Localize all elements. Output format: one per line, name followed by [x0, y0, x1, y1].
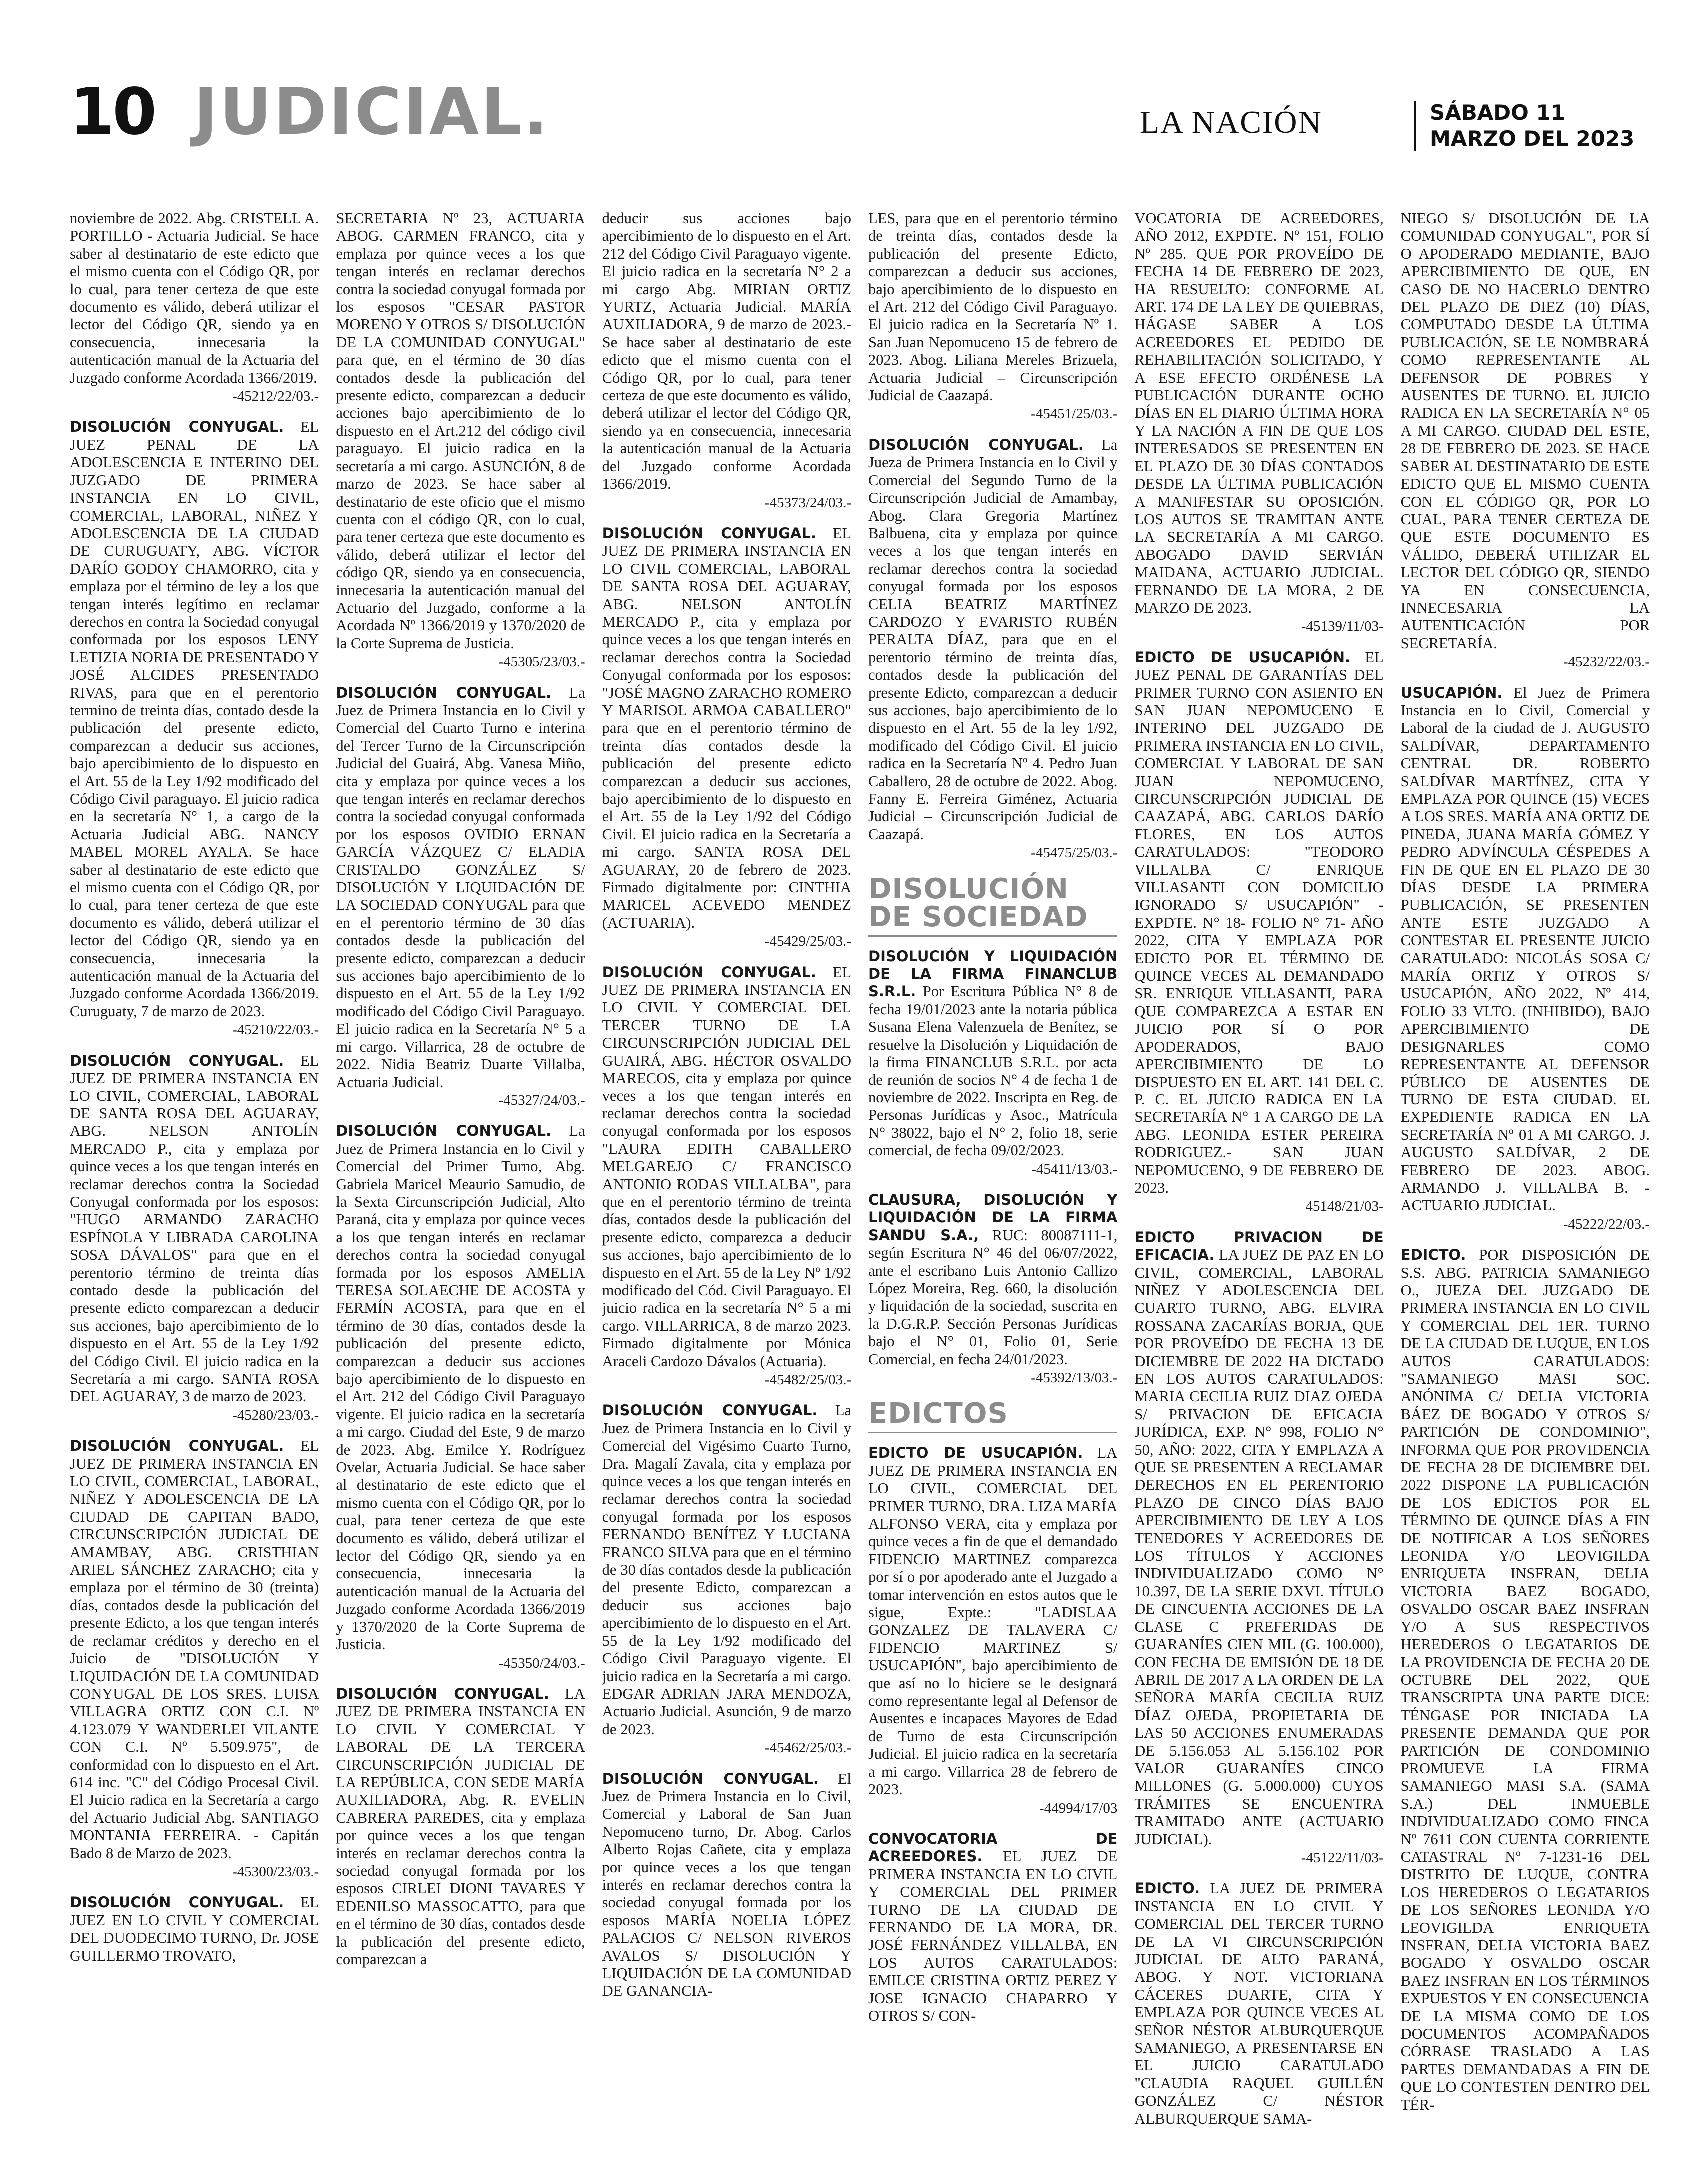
legal-notice [70, 210, 319, 405]
notice-body: LA JUEZ DE PRIMERA INSTANCIA EN LO CIVIL Y COMERCIAL DEL TERCER TURNO DE LA VI CIRCUNSCRIPCIÓN JUDICIAL DE ALTO PARANÁ, ABOG. Y NOT. VICTORIANA CÁCERES DUARTE, CITA Y EMPLAZA POR QUINCE VECES AL SEÑOR NÉSTOR ALBURQUERQUE SAMANIEGO, A PRESENTARSE EN EL JUICIO CARATULADO "CLAUDIA RAQUEL GUILLÉN GONZÁLEZ C/ NÉSTOR ALBURQUERQUE SAMA- [1134, 1880, 1384, 2127]
legal-notice [1134, 1880, 1383, 2128]
notice-body: La Jueza de Primera Instancia en lo Civil y Comercial del Segundo Turno de la Circunscripción Judicial de Amambay, Abog. Clara Gregoria Martínez Balbuena, cita y emplaza por quince veces a los que tengan interés en reclamar derechos contra la sociedad conyugal formada por los esposos CELIA BEATRIZ MARTÍNEZ CARDOZO Y EVARISTO RUBÉN PERALTA DÍAZ, para que en el perentorio término de treinta días, contados desde la publicación del presente Edicto, comparezcan a deducir sus acciones, bajo apercibimiento de lo dispuesto en el Art. 55 de la ley 1/92, modificado del Código Civil. El juicio radica en la Secretaría Nº 4. Pedro Juan Caballero, 28 de octubre de 2022. Abog. Fanny E. Ferreira Giménez, Actuaria Judicial – Circunscripción Judicial de Caazapá. [868, 436, 1118, 843]
notice-body: EL JUEZ DE PRIMERA INSTANCIA EN LO CIVIL Y COMERCIAL DEL PRIMER TURNO DE LA CIUDAD DE FERNANDO DE LA MORA, DR. JOSÉ FERNÁNDEZ VILLALBA, EN LOS AUTOS CARATULADOS: EMILCE CRISTINA ORTIZ PEREZ Y JOSE IGNACIO CHAPARRO Y OTROS S/ CON- [868, 1848, 1118, 2024]
notice-reference: -45451/25/03.- [1031, 406, 1118, 422]
legal-notice [868, 436, 1117, 862]
legal-notice [336, 210, 585, 671]
header-divider [1414, 101, 1416, 151]
notice-heading: EDICTO DE USUCAPIÓN. [1134, 648, 1350, 666]
notice-body: deducir sus acciones bajo apercibimiento de lo dispuesto en el Art. 212 del Código Civil Paraguayo vigente. El juicio radica en la secretaría N° 2 a mi cargo Abg. MIRIAN ORTIZ YURTZ, Actuaria Judicial. MARÍA AUXILIADORA, 9 de marzo de 2023.- Se hace saber al destinatario de este edicto que el mismo cuenta con el Código QR, por lo cual, para tener certeza de que este documento es válido, deberá utilizar el lector del Código QR, siendo ya en consecuencia, innecesaria la autenticación manual de la Actuaria del Juzgado conforme Acordada 1366/2019. [602, 210, 851, 493]
notice-reference: 45148/21/03- [1305, 1198, 1384, 1215]
notice-body: NIEGO S/ DISOLUCIÓN DE LA COMUNIDAD CONYUGAL", POR SÍ O APODERADO MEDIANTE, BAJO APERCIBIMIENTO DE QUE, EN CASO DE NO HACERLO DENTRO DEL PLAZO DE DIEZ (10) DÍAS, COMPUTADO DESDE LA ÚLTIMA PUBLICACIÓN, SE LE NOMBRARÁ COMO REPRESENTANTE AL DEFENSOR DE POBRES Y AUSENTES DE TURNO. EL JUICIO RADICA EN LA SECRETARÍA N° 05 A MI CARGO. CIUDAD DEL ESTE, 28 DE FEBRERO DE 2023. SE HACE SABER AL DESTINATARIO DE ESTE EDICTO QUE EL MISMO CUENTA CON EL CÓDIGO QR, POR LO CUAL, PARA TENER CERTEZA DE QUE ESTE DOCUMENTO ES VÁLIDO, DEBERÁ UTILIZAR EL LECTOR DEL CÓDIGO QR, SIENDO YA EN CONSECUENCIA, INNECESARIA LA AUTENTICACIÓN POR SECRETARÍA. [1400, 210, 1650, 652]
legal-notice [602, 525, 851, 951]
notice-heading: DISOLUCIÓN CONYUGAL. [602, 1770, 819, 1787]
legal-notice [602, 1402, 851, 1757]
legal-notice [602, 964, 851, 1389]
notice-heading: USUCAPIÓN. [1400, 684, 1503, 701]
legal-notice [602, 210, 851, 512]
legal-notice [602, 1770, 851, 2000]
page-number: 10 [70, 75, 155, 149]
legal-notice [868, 1444, 1117, 1817]
column-2 [336, 210, 585, 2134]
notice-body: EL JUEZ DE PRIMERA INSTANCIA EN LO CIVIL, COMERCIAL, LABORAL, NIÑEZ Y ADOLESCENCIA DE LA CIUDAD DE CAPITAN BADO, CIRCUNSCRIPCIÓN JUDICIAL DE AMAMBAY, ABG. CRISTHIAN ARIEL SÁNCHEZ ZARACHO; cita y emplaza por el término de 30 (treinta) días, contados desde la publicación del presente Edicto, a los que tengan interés de reclamar créditos y derecho en el Juicio de "DISOLUCIÓN Y LIQUIDACIÓN DE LA COMUNIDAD CONYUGAL DE LOS SRES. LUISA VILLAGRA ORTIZ CON C.I. Nº 4.123.079 Y WANDERLEI VILANTE CON C.I. Nº 5.509.975", de conformidad con lo dispuesto en el Art. 614 inc. "C" del Código Procesal Civil. El Juicio radica en la Secretaría a cargo del Actuario Judicial Abg. SANTIAGO MONTANIA FERREIRA. - Capitán Bado 8 de Marzo de 2023. [70, 1437, 319, 1862]
legal-notice [868, 1830, 1117, 2025]
legal-notice [336, 1685, 585, 1969]
legal-notice [70, 418, 319, 1039]
notice-body: La Juez de Primera Instancia en lo Civil y Comercial del Vigésimo Cuarto Turno, Dra. Magalí Zavala, cita y emplaza por quince veces a los que tengan interés en reclamar derechos contra la sociedad conyugal formada por los esposos FERNANDO BENÍTEZ Y LUCIANA FRANCO SILVA para que en el término de 30 días contados desde la publicación del presente Edicto, comparezcan a deducir sus acciones bajo apercibimiento de lo dispuesto en el Art. 55 de la Ley 1/92 modificado del Código Civil Paraguayo vigente. El juicio radica en la Secretaría a mi cargo. EDGAR ADRIAN JARA MENDOZA, Actuario Judicial. Asunción, 9 de marzo de 2023. [602, 1402, 851, 1738]
legal-notice [1401, 684, 1650, 1234]
notice-heading: CONVOCATORIA DE ACREEDORES. [868, 1830, 1118, 1865]
notice-heading: DISOLUCIÓN Y LIQUIDACIÓN DE LA FIRMA FINANCLUB S.R.L. [868, 947, 1118, 1000]
issue-date-line1: SÁBADO 11 [1430, 100, 1565, 125]
notice-reference: -45300/23/03.- [232, 1863, 319, 1880]
notice-heading: DISOLUCIÓN CONYUGAL. [70, 1052, 284, 1069]
column-4 [868, 210, 1117, 2134]
notice-heading: DISOLUCIÓN CONYUGAL. [70, 1437, 284, 1455]
notice-body: noviembre de 2022. Abg. CRISTELL A. PORTILLO - Actuaria Judicial. Se hace saber al destinatario de este edicto que el mismo cuenta con el Código QR, por lo cual, para tener certeza de que este documento es válido, deberá utilizar el lector del Código QR, siendo ya en consecuencia, innecesaria la autenticación manual de la Actuaria del Juzgado conforme Acordada 1366/2019. [70, 210, 319, 386]
newspaper-logo: LA NACIÓN [1140, 104, 1322, 140]
notice-reference: -45305/23/03.- [498, 654, 585, 670]
notice-reference: -45232/22/03.- [1563, 654, 1650, 670]
notice-reference: -45280/23/03.- [232, 1407, 319, 1423]
notice-reference: -45327/24/03.- [498, 1092, 585, 1108]
notice-heading: EDICTO DE USUCAPIÓN. [868, 1444, 1083, 1462]
notice-heading: DISOLUCIÓN CONYUGAL. [602, 1402, 818, 1419]
legal-notice [868, 1191, 1117, 1387]
notice-body: La Juez de Primera Instancia en lo Civil y Comercial del Primer Turno, Abg. Gabriela Maricel Meaurio Samudio, de la Sexta Circunscripción Judicial, Alto Paraná, cita y emplaza por quince veces a los que tengan interés en reclamar derechos contra la sociedad conyugal formada por los esposos AMELIA TERESA SOLAECHE DE ACOSTA y FERMÍN ACOSTA, para que en el término de 30 días, contados desde la publicación del presente edicto, comparezcan a deducir sus acciones bajo apercibimiento de lo dispuesto en el Art. 212 del Código Civil Paraguayo vigente. El juicio radica en la secretaría a mi cargo. Ciudad del Este, 9 de marzo de 2023. Abg. Emilce Y. Rodríguez Ovelar, Actuaria Judicial. Se hace saber al destinatario de este edicto que el mismo cuenta con el Código QR, por lo cual, para tener certeza de que este documento es válido, deberá utilizar el lector del Código QR, siendo ya en consecuencia, innecesaria la autenticación manual de la Actuaria del Juzgado conforme Acordada 1366/2019 y 1370/2020 de la Corte Suprema de Justicia. [336, 1122, 585, 1653]
column-5 [1134, 210, 1383, 2134]
notice-body: VOCATORIA DE ACREEDORES, AÑO 2012, EXPDTE. Nº 151, FOLIO Nº 285. QUE POR PROVEÍDO DE FECHA 14 DE FEBRERO DE 2023, HA RESUELTO: CONFORME AL ART. 174 DE LA LEY DE QUIEBRAS, HÁGASE SABER A LOS ACREEDORES EL PEDIDO DE REHABILITACIÓN SOLICITADO, Y A ESE EFECTO ORDÉNESE LA PUBLICACIÓN DURANTE OCHO DÍAS EN EL DIARIO ÚLTIMA HORA Y LA NACIÓN A FIN DE QUE LOS INTERESADOS SE PRESENTEN EN EL PLAZO DE 30 DÍAS CONTADOS DESDE LA ÚLTIMA PUBLICACIÓN A MANIFESTAR SU OPOSICIÓN. LOS AUTOS SE TRAMITAN ANTE LA SECRETARÍA A MI CARGO. ABOGADO DAVID SERVIÁN MAIDANA, ACTUARIO JUDICIAL. FERNANDO DE LA MORA, 2 DE MARZO DE 2023. [1134, 210, 1384, 616]
notice-heading: DISOLUCIÓN CONYUGAL. [336, 1685, 549, 1702]
notice-heading: DISOLUCIÓN CONYUGAL. [602, 524, 816, 542]
notice-reference: -44994/17/03 [1039, 1800, 1118, 1816]
legal-notice [868, 210, 1117, 423]
notice-heading: DISOLUCIÓN CONYUGAL. [868, 436, 1084, 453]
legal-notice [70, 1894, 319, 1965]
notice-reference: -45222/22/03.- [1563, 1216, 1650, 1232]
column-6 [1401, 210, 1650, 2134]
notice-reference: -45212/22/03.- [232, 388, 319, 405]
legal-notice [1134, 210, 1383, 636]
notice-reference: -45122/11/03- [1301, 1849, 1384, 1866]
notice-body: RUC: 80087111-1, según Escritura N° 46 del 06/07/2022, ante el escribano Luis Antonio Callizo López Moreira, Reg. 660, la disolución y liquidación de la sociedad, suscrita en la D.G.R.P. Sección Personas Jurídicas bajo el N° 01, Folio 01, Serie Comercial, en fecha 24/01/2023. [868, 1226, 1118, 1368]
notice-body: Por Escritura Pública N° 8 de fecha 19/01/2023 ante la notaria pública Susana Elena Valenzuela de Benítez, se resuelve la Disolución y Liquidación de la firma FINANCLUB S.R.L. por acta de reunión de socios N° 4 de fecha 1 de noviembre de 2022. Inscripta en Reg. de Personas Jurídicas y Asoc., Matrícula N° 38022, bajo el N° 2, folio 18, serie comercial, de fecha 09/02/2023. [868, 983, 1118, 1159]
notice-heading: DISOLUCIÓN CONYUGAL. [70, 1894, 284, 1911]
notice-body: SECRETARIA Nº 23, ACTUARIA ABOG. CARMEN FRANCO, cita y emplaza por quince veces a los que tengan interés en reclamar derechos contra la sociedad conyugal formada por los esposos "CESAR PASTOR MORENO Y OTROS S/ DISOLUCIÓN DE LA COMUNIDAD CONYUGAL" para que, en el término de 30 días contados desde la publicación del presente edicto, comparezcan a deducir acciones bajo apercibimiento de lo dispuesto en el Art.212 del código civil paraguayo. El juicio radica en la secretaría a mi cargo. ASUNCIÓN, 8 de marzo de 2023. Se hace saber al destinatario de este oficio que el mismo cuenta con el código QR, con lo cual, para tener certeza que este documento es válido, deberá utilizar el lector del código QR, siendo ya en consecuencia, innecesaria la autenticación manual del Actuario del Juzgado, conforme a la Acordada Nº 1366/2019 y 1370/2020 de la Corte Suprema de Justicia. [336, 210, 585, 652]
notice-body: LES, para que en el perentorio término de treinta días, contados desde la publicación del presente Edicto, comparezcan a deducir sus acciones, bajo apercibimiento de lo dispuesto en el Art. 212 del Código Civil Paraguayo. El juicio radica en la Secretaría Nº 1. San Juan Nepomuceno 15 de febrero de 2023. Abog. Liliana Mereles Brizuela, Actuaria Judicial – Circunscripción Judicial de Caazapá. [868, 210, 1118, 404]
legal-notice [1134, 1229, 1383, 1867]
notice-columns [70, 210, 1650, 2134]
notice-heading: DISOLUCIÓN CONYUGAL. [602, 963, 816, 981]
column-3 [602, 210, 851, 2134]
legal-notice [70, 1437, 319, 1881]
notice-body: EL JUEZ DE PRIMERA INSTANCIA EN LO CIVIL COMERCIAL, LABORAL DE SANTA ROSA DEL AGUARAY, ABG. NELSON ANTOLÍN MERCADO P., cita y emplaza por quince veces a los que tengan interés en reclamar derechos contra la Sociedad Conyugal conformada por los esposos: "JOSÉ MAGNO ZARACHO ROMERO Y MARISOL ARMOA CABALLERO" para que en el perentorio término de treinta días contados desde la publicación del presente edicto comparezcan a deducir sus acciones, bajo apercibimiento de lo dispuesto en el Art. 55 de la Ley 1/92 del Código Civil. El juicio radica en la Secretaría a mi cargo. SANTA ROSA DEL AGUARAY, 20 de febrero de 2023. Firmado digitalmente por: CINTHIA MARICEL ACEVEDO MENDEZ (ACTUARIA). [602, 524, 851, 931]
notice-heading: EDICTO. [1134, 1880, 1200, 1897]
notice-body: LA JUEZ DE PRIMERA INSTANCIA EN LO CIVIL, COMERCIAL DEL PRIMER TURNO, DRA. LIZA MARÍA ALFONSO VERA, cita y emplaza por quince veces a fin de que el demandado FIDENCIO MARTINEZ comparezca por sí o por apoderado ante el Juzgado a tomar intervención en estos autos que le sigue, Expte.: "LADISLAA GONZALEZ DE TALAVERA C/ FIDENCIO MARTINEZ S/ USUCAPIÓN", bajo apercibimiento de que así no lo hiciere se le designará como representante legal al Defensor de Ausentes e incapaces Mayores de Edad de Turno de esta Circunscripción Judicial. El juicio radica en la secretaría a mi cargo. Villarrica 28 de febrero de 2023. [868, 1444, 1118, 1798]
notice-body: LA JUEZ DE PAZ EN LO CIVIL, COMERCIAL, LABORAL NIÑEZ Y ADOLESCENCIA DEL CUARTO TURNO, ABG. ELVIRA ROSSANA ZACARÍAS BORJA, QUE POR PROVEÍDO DE FECHA 13 DE DICIEMBRE DE 2022 HA DICTADO EN LOS AUTOS CARATULADOS: MARIA CECILIA RUIZ DIAZ OJEDA S/ PRIVACION DE EFICACIA JURÍDICA, EXP. N° 998, FOLIO N° 50, AÑO: 2022, CITA Y EMPLAZA A QUE SE PRESENTEN A RECLAMAR DERECHOS EN EL PERENTORIO PLAZO DE CINCO DÍAS BAJO APERCIBIMIENTO DE LEY A LOS TENEDORES Y ACREEDORES DE LOS TÍTULOS Y ACCIONES INDIVIDUALIZADO COMO N° 10.397, DE LA SERIE DXVI. TÍTULO DE CINCUENTA ACCIONES DE LA CLASE C PREFERIDAS DE GUARANÍES CIEN MIL (G. 100.000), CON FECHA DE EMISIÓN DE 18 DE ABRIL DE 2017 A LA ORDEN DE LA SEÑORA MARÍA CECILIA RUIZ DÍAZ OJEDA, PROPIETARIA DE LAS 50 ACCIONES ENUMERADAS DE 5.156.053 AL 5.156.102 POR VALOR GUARANÍES CINCO MILLONES (G. 5.000.000) CUYOS TRÁMITES SE ENCUENTRA TRAMITADO ANTE (ACTUARIO JUDICIAL). [1134, 1246, 1384, 1848]
issue-date-line2: MARZO DEL 2023 [1430, 126, 1635, 151]
notice-reference: -45350/24/03.- [498, 1655, 585, 1671]
legal-notice [1401, 1246, 1650, 2114]
notice-reference: -45411/13/03.- [1031, 1161, 1118, 1177]
section-heading: DISOLUCIÓN DE SOCIEDAD [868, 875, 1117, 937]
notice-reference: -45139/11/03- [1301, 618, 1384, 635]
notice-heading: DISOLUCIÓN CONYUGAL. [70, 418, 284, 436]
notice-reference: -45462/25/03.- [764, 1740, 851, 1756]
notice-reference: -45373/24/03.- [764, 494, 851, 511]
notice-heading: DISOLUCIÓN CONYUGAL. [336, 684, 552, 701]
notice-body: EL JUEZ DE PRIMERA INSTANCIA EN LO CIVIL Y COMERCIAL DEL TERCER TURNO DE LA CIRCUNSCRIPCIÓN JUDICIAL DEL GUAIRÁ, ABG. HÉCTOR OSVALDO MARECOS, cita y emplaza por quince veces a los que tengan interés en reclamar derechos contra la sociedad conyugal conformada por los esposos "LAURA EDITH CABALLERO MELGAREJO C/ FRANCISCO ANTONIO RODAS VILLALBA", para que en el perentorio término de treinta días, contados desde la publicación del presente edicto, comparezca a deducir sus acciones, bajo apercibimiento de lo dispuesto en el Art. 55 de la Ley Nº 1/92 modificado del Cód. Civil Paraguayo. El juicio radica en la secretaría N° 5 a mi cargo. VILLARRICA, 8 de marzo 2023. Firmado digitalmente por Mónica Araceli Cardozo Dávalos (Actuaria). [602, 963, 851, 1370]
notice-body: LA JUEZ DE PRIMERA INSTANCIA EN LO CIVIL Y COMERCIAL Y LABORAL DE LA TERCERA CIRCUNSCRIPCIÓN JUDICIAL DE LA REPÚBLICA, CON SEDE MARÍA AUXILIADORA, Abg. R. EVELIN CABRERA PAREDES, cita y emplaza por quince veces a los que tengan interés en reclamar derechos contra la sociedad conyugal formada por los esposos CIRLEI DIONI TAVARES Y EDENILSO MASSOCATTO, para que en el término de 30 días, contados desde la publicación del presente edicto, comparezcan a [336, 1685, 585, 1968]
legal-notice [1401, 210, 1650, 671]
notice-heading: DISOLUCIÓN CONYUGAL. [336, 1122, 552, 1140]
legal-notice [868, 948, 1117, 1178]
notice-body: POR DISPOSICIÓN DE S.S. ABG. PATRICIA SAMANIEGO O., JUEZA DEL JUZGADO DE PRIMERA INSTANCIA EN LO CIVIL Y COMERCIAL DEL 1ER. TURNO DE LA CIUDAD DE LUQUE, EN LOS AUTOS CARATULADOS: "SAMANIEGO MASI SOC. ANÓNIMA C/ DELIA VICTORIA BÁEZ DE BOGADO Y OTROS S/ PARTICIÓN DE CONDOMINIO", INFORMA QUE POR PROVIDENCIA DE FECHA 28 DE DICIEMBRE DEL 2022 DISPONE LA PUBLICACIÓN DE LOS EDICTOS POR EL TÉRMINO DE QUINCE DÍAS A FIN DE NOTIFICAR A LOS SEÑORES LEONIDA Y/O LEOVIGILDA ENRIQUETA INSFRAN, DELIA VICTORIA BAEZ BOGADO, OSVALDO OSCAR BAEZ INSFRAN Y/O A SUS RESPECTIVOS HEREDEROS O LEGATARIOS DE LA PROVIDENCIA DE FECHA 20 DE OCTUBRE DEL 2022, QUE TRANSCRIPTA UNA PARTE DICE: TÉNGASE POR INICIADA LA PRESENTE DEMANDA QUE POR PARTICIÓN DE CONDOMINIO PROMUEVE LA FIRMA SAMANIEGO MASI S.A. (SAMA S.A.) DEL INMUEBLE INDIVIDUALIZADO COMO FINCA Nº 7611 CON CUENTA CORRIENTE CATASTRAL Nº 7-1231-16 DEL DISTRITO DE LUQUE, CONTRA LOS HEREDEROS O LEGATARIOS DE LOS SEÑORES LEONIDA Y/O LEOVIGILDA ENRIQUETA INSFRAN, DELIA VICTORIA BAEZ BOGADO Y OSVALDO OSCAR BAEZ INSFRAN EN LOS TÉRMINOS EXPUESTOS Y EN CONSECUENCIA DE LA MISMA COMO DE LOS DOCUMENTOS ACOMPAÑADOS CÓRRASE TRASLADO A LAS PARTES DEMANDADAS A FIN DE QUE LO CONTESTEN DENTRO DEL TÉR- [1400, 1246, 1650, 2113]
column-1 [70, 210, 319, 2134]
notice-reference: -45475/25/03.- [1031, 845, 1118, 861]
notice-heading: CLAUSURA, DISOLUCIÓN Y LIQUIDACIÓN DE LA FIRMA SANDU S.A., [868, 1191, 1118, 1244]
notice-body: EL JUEZ DE PRIMERA INSTANCIA EN LO CIVIL, COMERCIAL, LABORAL DE SANTA ROSA DEL AGUARAY, ABG. NELSON ANTOLÍN MERCADO P., cita y emplaza por quince veces a los que tengan interés en reclamar derechos contra la Sociedad Conyugal conformada por los esposos: "HUGO ARMANDO ZARACHO ESPÍNOLA Y LIBRADA CAROLINA SOSA DÁVALOS" para que en el perentorio término de treinta días contado desde la publicación del presente edicto comparezcan a deducir sus acciones, bajo apercibimiento de lo dispuesto en el Art. 55 de la Ley 1/92 del Código Civil. El juicio radica en la Secretaría a mi cargo. SANTA ROSA DEL AGUARAY, 3 de marzo de 2023. [70, 1052, 319, 1405]
legal-notice [336, 684, 585, 1110]
notice-reference: -45482/25/03.- [764, 1372, 851, 1388]
notice-body: El Juez de Primera Instancia en lo Civil, Comercial y Laboral de San Juan Nepomuceno turno, Dr. Abog. Carlos Alberto Rojas Cañete, cita y emplaza por quince veces a los que tengan interés en reclamar derechos contra la sociedad conyugal formada por los esposos MARÍA NOELIA LÓPEZ PALACIOS C/ NELSON RIVEROS AVALOS S/ DISOLUCIÓN Y LIQUIDACIÓN DE LA COMUNIDAD DE GANANCIA- [602, 1770, 851, 2000]
legal-notice [70, 1052, 319, 1425]
notice-reference: -45210/22/03.- [232, 1022, 319, 1038]
notice-body: La Juez de Primera Instancia en lo Civil y Comercial del Cuarto Turno e interina del Tercer Turno de la Circunscripción Judicial del Guairá, Abg. Vanesa Miño, cita y emplaza por quince veces a los que tengan interés en reclamar derechos contra la sociedad conyugal conformada por los esposos OVIDIO ERNAN GARCÍA VÁZQUEZ C/ ELADIA CRISTALDO GONZÁLEZ S/ DISOLUCIÓN Y LIQUIDACIÓN DE LA SOCIEDAD CONYUGAL para que en el perentorio término de 30 días contados desde la publicación del presente edicto, comparezcan a deducir sus acciones bajo apercibimiento de lo dispuesto en el Art. 55 de la Ley 1/92 modificado del Código Civil Paraguayo. El juicio radica en la Secretaría N° 5 a mi cargo. Villarrica, 28 de octubre de 2022. Nidia Beatriz Duarte Villalba, Actuaria Judicial. [336, 684, 585, 1091]
page-header [70, 75, 1650, 150]
notice-heading: EDICTO PRIVACION DE EFICACIA. [1134, 1228, 1384, 1264]
section-heading: EDICTOS [868, 1400, 1117, 1433]
notice-reference: -45392/13/03.- [1031, 1369, 1118, 1386]
notice-body: EL JUEZ PENAL DE GARANTÍAS DEL PRIMER TURNO CON ASIENTO EN SAN JUAN NEPOMUCENO E INTERINO DEL JUZGADO DE PRIMERA INSTANCIA EN LO CIVIL, COMERCIAL Y LABORAL DE SAN JUAN NEPOMUCENO, CIRCUNSCRIPCIÓN JUDICIAL DE CAAZAPÁ, ABG. CARLOS DARÍO FLORES, EN LOS AUTOS CARATULADOS: "TEODORO VILLALBA C/ ENRIQUE VILLASANTI CON DOMICILIO IGNORADO S/ USUCAPIÓN" - EXPDTE. N° 18- FOLIO N° 71- AÑO 2022, CITA Y EMPLAZA POR EDICTO POR EL TÉRMINO DE QUINCE VECES AL DEMANDADO SR. ENRIQUE VILLASANTI, PARA QUE COMPAREZCA A ESTAR EN JUICIO POR SÍ O POR APODERADOS, BAJO APERCIBIMIENTO DE LO DISPUESTO EN EL ART. 141 DEL C. P. C. EL JUICIO RADICA EN LA SECRETARÍA N° 1 A CARGO DE LA ABG. LEONIDA ESTER PEREIRA RODRIGUEZ.- SAN JUAN NEPOMUCENO, 9 DE FEBRERO DE 2023. [1134, 648, 1384, 1196]
notice-reference: -45429/25/03.- [764, 933, 851, 950]
notice-body: EL JUEZ EN LO CIVIL Y COMERCIAL DEL DUODECIMO TURNO, Dr. JOSE GUILLERMO TROVATO, [70, 1894, 319, 1964]
issue-date [1430, 100, 1634, 152]
notice-body: El Juez de Primera Instancia en lo Civil, Comercial y Laboral de la ciudad de J. AUGUSTO SALDÍVAR, DEPARTAMENTO CENTRAL DR. ROBERTO SALDÍVAR MARTÍNEZ, CITA Y EMPLAZA POR QUINCE (15) VECES A LOS SRES. MARÍA ANA ORTIZ DE PINEDA, JUANA MARÍA GÓMEZ Y PEDRO ADVÍNCULA CÉSPEDES A FIN DE QUE EN EL PLAZO DE 30 DÍAS DESDE LA PRIMERA PUBLICACIÓN, SE PRESENTEN ANTE ESTE JUZGADO A CONTESTAR EL PRESENTE JUICIO CARATULADO: NICOLÁS SOSA C/ MARÍA ORTIZ Y OTROS S/ USUCAPIÓN, AÑO 2022, Nº 414, FOLIO 33 VLTO. (INHIBIDO), BAJO APERCIBIMIENTO DE DESIGNARLES COMO REPRESENTANTE AL DEFENSOR PÚBLICO DE AUSENTES DE TURNO DE ESTA CIUDAD. EL EXPEDIENTE RADICA EN LA SECRETARÍA Nº 01 A MI CARGO. J. AUGUSTO SALDÍVAR, 2 DE FEBRERO DE 2023. ABOG. ARMANDO J. VILLALBA B. - ACTUARIO JUDICIAL. [1400, 684, 1650, 1214]
notice-heading: EDICTO. [1400, 1246, 1466, 1264]
legal-notice [336, 1122, 585, 1672]
section-title: JUDICIAL. [194, 75, 550, 149]
notice-body: EL JUEZ PENAL DE LA ADOLESCENCIA E INTERINO DEL JUZGADO DE PRIMERA INSTANCIA EN LO CIVIL, COMERCIAL, LABORAL, NIÑEZ Y ADOLESCENCIA DE LA CIUDAD DE CURUGUATY, ABG. VÍCTOR DARÍO GODOY CHAMORRO, cita y emplaza por el término de ley a los que tengan interés legítimo en reclamar derechos en contra la Sociedad conyugal conformada por los esposos LENY LETIZIA NORIA DE PRESENTADO Y JOSÉ ALCIDES PRESENTADO RIVAS, para que en el perentorio termino de treinta días, contado desde la publicación del presente edicto, comparezcan a deducir sus acciones, bajo apercibimiento de lo dispuesto en el Art. 55 de la Ley 1/92 modificado del Código Civil paraguayo. El juicio radica en la secretaría N° 1, a cargo de la Actuaria Judicial ABG. NANCY MABEL MOREL AYALA. Se hace saber al destinatario de este edicto que el mismo cuenta con el Código QR, por lo cual, para tener certeza de que este documento es válido, deberá utilizar el lector del Código QR, siendo ya en consecuencia, innecesaria la autenticación manual de la Actuaria del Juzgado conforme Acordada 1366/2019. Curuguaty, 7 de marzo de 2023. [70, 418, 319, 1020]
legal-notice [1134, 649, 1383, 1216]
